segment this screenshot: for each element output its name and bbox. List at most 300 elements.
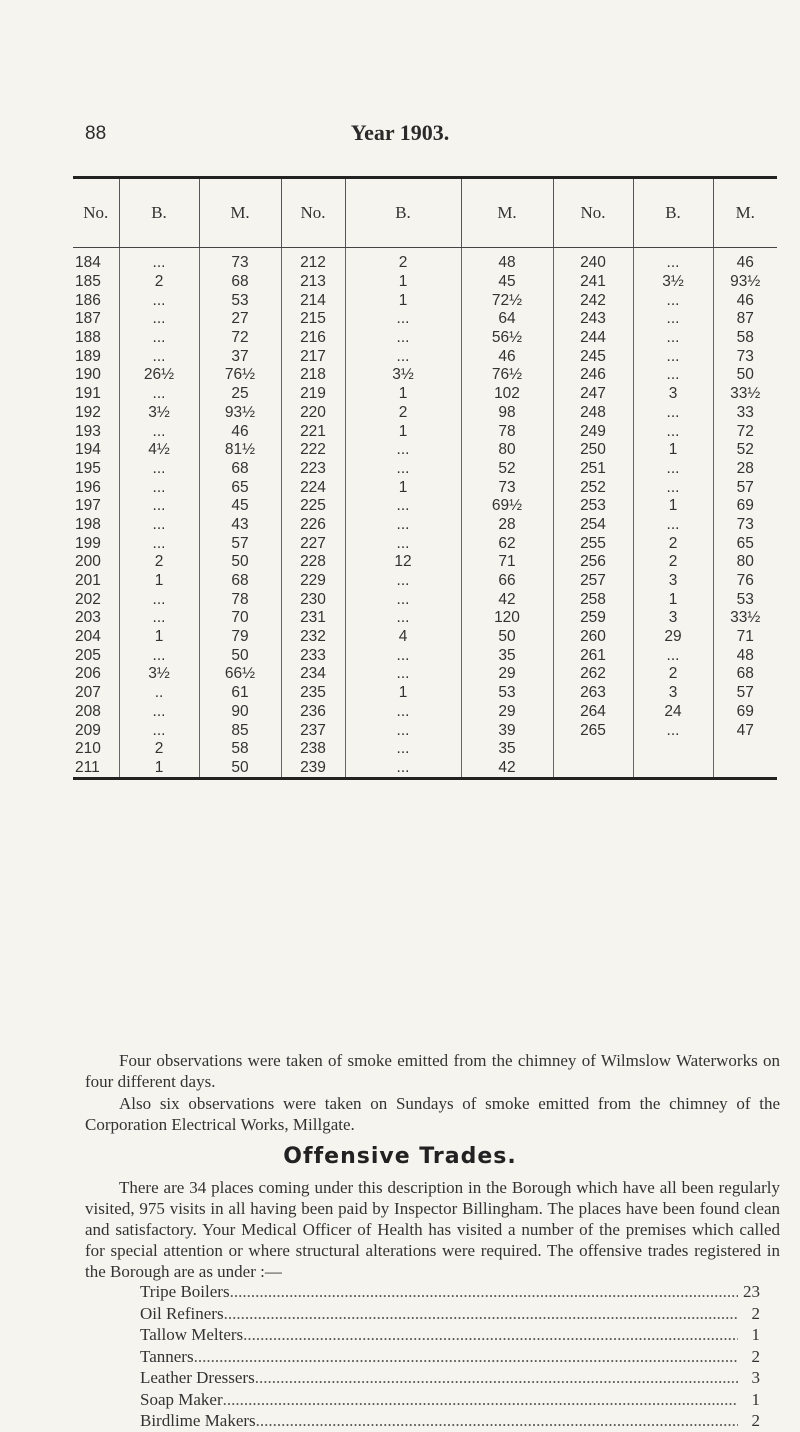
table-cell: 250	[553, 441, 633, 460]
table-row	[73, 460, 777, 479]
table-cell: ...	[119, 590, 199, 609]
table-cell: 69	[713, 497, 777, 516]
table-cell: 43	[199, 516, 281, 535]
table-cell: 259	[553, 609, 633, 628]
table-cell: ...	[119, 422, 199, 441]
table-cell: 234	[281, 665, 345, 684]
table-cell: 224	[281, 478, 345, 497]
table-cell: ...	[345, 572, 461, 591]
table-cell: 50	[199, 553, 281, 572]
dot-leader	[224, 1303, 738, 1325]
table-cell: 61	[199, 684, 281, 703]
table-cell: 239	[281, 759, 345, 779]
trade-name: Oil Refiners	[140, 1303, 224, 1323]
trade-name: Leather Dressers	[140, 1368, 255, 1387]
table-cell: 258	[553, 590, 633, 609]
table-cell: 98	[461, 404, 553, 423]
table-row	[73, 441, 777, 460]
table-cell: ...	[345, 310, 461, 329]
table-cell	[633, 740, 713, 759]
dot-leader	[194, 1346, 738, 1368]
trades-list	[140, 1281, 760, 1432]
table-cell: 261	[553, 646, 633, 665]
table-cell: 209	[75, 721, 101, 739]
table-row	[73, 516, 777, 535]
table-cell: 262	[553, 665, 633, 684]
column-header: B.	[119, 178, 199, 248]
table-cell: ...	[345, 646, 461, 665]
table-cell: ...	[119, 721, 199, 740]
table-cell: 200	[75, 553, 101, 571]
table-row	[73, 628, 777, 647]
table-cell: 201	[75, 572, 101, 590]
table-cell: ...	[345, 590, 461, 609]
table-cell: 212	[281, 248, 345, 273]
table-cell: ...	[345, 329, 461, 348]
table-body	[73, 248, 777, 779]
table-row	[73, 310, 777, 329]
table-cell: 1	[119, 759, 199, 779]
table-cell: ...	[119, 516, 199, 535]
table-cell: 2	[633, 553, 713, 572]
dot-leader	[243, 1324, 738, 1346]
table-cell: ...	[119, 385, 199, 404]
table-cell: 2	[119, 273, 199, 292]
table-cell: 102	[461, 385, 553, 404]
table-cell: 72½	[461, 291, 553, 310]
table-cell: 73	[713, 347, 777, 366]
column-header: M.	[713, 178, 777, 248]
table-cell: 46	[713, 291, 777, 310]
table-cell: 194	[75, 441, 101, 459]
table-row	[73, 740, 777, 759]
table-cell: 1	[633, 441, 713, 460]
table-cell: 191	[75, 385, 101, 403]
table-cell: 1	[345, 478, 461, 497]
trade-item	[140, 1389, 760, 1411]
table-cell: 50	[713, 366, 777, 385]
table-cell: 46	[199, 422, 281, 441]
table-cell: ...	[345, 534, 461, 553]
trade-item	[140, 1410, 760, 1432]
table-cell: 73	[199, 248, 281, 273]
table-cell: 241	[553, 273, 633, 292]
table-cell: 69½	[461, 497, 553, 516]
table-cell: ...	[119, 703, 199, 722]
table-cell: 247	[553, 385, 633, 404]
table-cell: 42	[461, 590, 553, 609]
table-cell: 233	[281, 646, 345, 665]
table-row	[73, 684, 777, 703]
table-cell: 87	[713, 310, 777, 329]
table-cell: 57	[199, 534, 281, 553]
table-cell: 240	[553, 248, 633, 273]
table-cell: 25	[199, 385, 281, 404]
trade-count: 1	[751, 1389, 760, 1409]
trade-item	[140, 1346, 760, 1368]
table-header-row	[73, 178, 777, 248]
table-cell: ...	[345, 759, 461, 779]
table-cell: 50	[199, 759, 281, 779]
table-cell: 192	[75, 403, 101, 421]
table-cell: ...	[119, 347, 199, 366]
table-cell: 80	[713, 553, 777, 572]
table-cell: 235	[281, 684, 345, 703]
table-cell: 2	[633, 665, 713, 684]
table-cell: 187	[75, 310, 101, 328]
table-cell: ...	[345, 497, 461, 516]
table-cell: 2	[119, 553, 199, 572]
table-cell: 205	[75, 646, 101, 664]
table-cell: 35	[461, 646, 553, 665]
column-header: M.	[199, 178, 281, 248]
table-cell: 93½	[713, 273, 777, 292]
table-cell: 53	[199, 291, 281, 310]
table-cell: 198	[75, 515, 101, 533]
table-cell: 79	[199, 628, 281, 647]
table-cell: 1	[345, 385, 461, 404]
table-cell: 2	[345, 404, 461, 423]
table-row	[73, 422, 777, 441]
table-cell: 3½	[119, 665, 199, 684]
table-cell: 225	[281, 497, 345, 516]
table-cell: 12	[345, 553, 461, 572]
page-number: 88	[85, 123, 107, 144]
table-cell: 70	[199, 609, 281, 628]
table-cell: 80	[461, 441, 553, 460]
dot-leader	[223, 1389, 738, 1411]
table-cell: 57	[713, 684, 777, 703]
table-cell: 78	[461, 422, 553, 441]
table-cell: 45	[461, 273, 553, 292]
table-cell	[713, 759, 777, 779]
table-cell: 210	[75, 740, 101, 758]
table-cell: 37	[199, 347, 281, 366]
column-header: No.	[553, 178, 633, 248]
table-cell: 69	[713, 703, 777, 722]
table-row	[73, 291, 777, 310]
table-cell: 39	[461, 721, 553, 740]
table-cell: 3½	[633, 273, 713, 292]
column-header: B.	[345, 178, 461, 248]
table-cell: 90	[199, 703, 281, 722]
table-cell	[553, 759, 633, 779]
table-cell: 1	[633, 590, 713, 609]
table-row	[73, 609, 777, 628]
table-cell: 222	[281, 441, 345, 460]
table-cell: 252	[553, 478, 633, 497]
table-cell: 58	[199, 740, 281, 759]
table-cell: 3	[633, 385, 713, 404]
table-cell: ...	[345, 665, 461, 684]
page-title: Year 1903.	[350, 120, 450, 145]
table-row	[73, 721, 777, 740]
table-row	[73, 329, 777, 348]
table-cell: 220	[281, 404, 345, 423]
trade-name: Tanners	[140, 1346, 194, 1366]
table-cell: ...	[633, 329, 713, 348]
table-cell: 248	[553, 404, 633, 423]
table-cell: 242	[553, 291, 633, 310]
table-row	[73, 385, 777, 404]
dot-leader	[255, 1367, 738, 1389]
table-cell: ...	[345, 721, 461, 740]
table-cell: 48	[713, 646, 777, 665]
table-cell: 1	[345, 422, 461, 441]
table-cell: 219	[281, 385, 345, 404]
table-cell: 56½	[461, 329, 553, 348]
table-cell: 1	[345, 273, 461, 292]
table-cell: 58	[713, 329, 777, 348]
table-cell: 228	[281, 553, 345, 572]
paragraph-millgate: Also six observations were taken on Sundays of smoke emitted from the chimney of the Corporation Electrical Works, Millgate.	[85, 1094, 780, 1134]
table-cell: 2	[633, 534, 713, 553]
trade-name: Soap Maker	[140, 1389, 223, 1409]
table-cell: 243	[553, 310, 633, 329]
table-cell: 72	[199, 329, 281, 348]
column-header: No.	[73, 178, 119, 248]
table-cell: 45	[199, 497, 281, 516]
table-cell: 3½	[119, 404, 199, 423]
table-cell: 204	[75, 628, 101, 646]
table-cell: ...	[119, 534, 199, 553]
table-cell: 4	[345, 628, 461, 647]
table-cell: 206	[75, 665, 101, 683]
table-cell: 203	[75, 609, 101, 627]
column-header: M.	[461, 178, 553, 248]
table-cell: 68	[199, 572, 281, 591]
table-cell: 76½	[461, 366, 553, 385]
table-cell: 202	[75, 590, 101, 608]
table-cell: ...	[345, 516, 461, 535]
table-cell: 254	[553, 516, 633, 535]
trade-item	[140, 1281, 760, 1303]
table-row	[73, 703, 777, 722]
section-heading: Offensive Trades.	[283, 1144, 517, 1169]
table-row	[73, 478, 777, 497]
table-cell: 231	[281, 609, 345, 628]
table-cell: 217	[281, 347, 345, 366]
table-cell: 52	[461, 460, 553, 479]
table-cell: ...	[119, 460, 199, 479]
table-cell: 188	[75, 329, 101, 347]
table-cell: 81½	[199, 441, 281, 460]
table-row	[73, 553, 777, 572]
table-cell: ...	[633, 366, 713, 385]
table-cell: 78	[199, 590, 281, 609]
trade-count: 3	[751, 1368, 760, 1387]
smoke-observations-table	[73, 176, 777, 780]
table-cell: 256	[553, 553, 633, 572]
table-cell: 185	[75, 273, 101, 291]
table-cell: 186	[75, 291, 101, 309]
table-cell: 73	[713, 516, 777, 535]
table-cell: 214	[281, 291, 345, 310]
table-cell: 3½	[345, 366, 461, 385]
table-cell: 218	[281, 366, 345, 385]
table-cell: 120	[461, 609, 553, 628]
table-cell: 65	[199, 478, 281, 497]
table-cell: 1	[345, 684, 461, 703]
table-cell: 216	[281, 329, 345, 348]
table-cell: 73	[461, 478, 553, 497]
table-row	[73, 347, 777, 366]
table-cell: 71	[713, 628, 777, 647]
table-cell: ...	[119, 609, 199, 628]
table-cell: ...	[633, 248, 713, 273]
trade-item	[140, 1324, 760, 1346]
table-cell: 1	[119, 572, 199, 591]
table-cell: 53	[461, 684, 553, 703]
table-cell: 24	[633, 703, 713, 722]
table-row	[73, 572, 777, 591]
table-cell: ...	[633, 422, 713, 441]
table-cell: ...	[119, 310, 199, 329]
table-cell: 57	[713, 478, 777, 497]
table-cell: ...	[633, 404, 713, 423]
table-cell: 236	[281, 703, 345, 722]
table-cell: 66½	[199, 665, 281, 684]
table-cell: 238	[281, 740, 345, 759]
trade-count: 2	[751, 1303, 760, 1323]
table-cell: 48	[461, 248, 553, 273]
table-cell: 33½	[713, 609, 777, 628]
table-cell: 244	[553, 329, 633, 348]
table-row	[73, 248, 777, 273]
table-cell: 4½	[119, 441, 199, 460]
table-cell: 264	[553, 703, 633, 722]
paragraph-offensive-trades: There are 34 places coming under this description in the Borough which have all been regularly visited, 975 visits in all having been paid by Inspector Billingham. The places have been found clean and satisfactory. Your Medical Officer of Health has visited a number of the premises which called for special attention or where structural alterations were required. The offensive trades registered in the Borough are as under :—	[85, 1178, 780, 1281]
table-cell: 246	[553, 366, 633, 385]
table-cell: 53	[713, 590, 777, 609]
table-cell: 62	[461, 534, 553, 553]
table-cell: 197	[75, 497, 101, 515]
table-cell: ...	[345, 609, 461, 628]
paragraph-wilmslow: Four observations were taken of smoke emitted from the chimney of Wilmslow Waterworks on four different days.	[85, 1051, 780, 1091]
table-cell: ...	[119, 329, 199, 348]
trade-count: 2	[751, 1411, 760, 1430]
table-cell: 42	[461, 759, 553, 779]
table-cell: 64	[461, 310, 553, 329]
table-cell: 2	[119, 740, 199, 759]
table-cell: ...	[345, 347, 461, 366]
table-cell: 66	[461, 572, 553, 591]
table-cell: 227	[281, 534, 345, 553]
table-cell: 65	[713, 534, 777, 553]
table-row	[73, 759, 777, 779]
table-cell: 68	[199, 460, 281, 479]
table-cell: 3	[633, 572, 713, 591]
table-row	[73, 665, 777, 684]
table-cell: 3	[633, 609, 713, 628]
table-cell: ...	[119, 248, 199, 273]
table-cell: ...	[633, 347, 713, 366]
table-cell: 237	[281, 721, 345, 740]
table-cell: 223	[281, 460, 345, 479]
table-cell: 29	[461, 703, 553, 722]
trade-count: 23	[743, 1282, 760, 1301]
table-cell: 208	[75, 702, 101, 720]
table-cell: 199	[75, 534, 101, 552]
trade-item	[140, 1303, 760, 1325]
table-cell: 196	[75, 478, 101, 496]
table-row	[73, 404, 777, 423]
table-cell: ...	[633, 291, 713, 310]
table-row	[73, 590, 777, 609]
table-cell: ...	[345, 703, 461, 722]
table-cell: ...	[633, 516, 713, 535]
trade-item	[140, 1367, 760, 1389]
table-cell: ...	[119, 291, 199, 310]
table-cell: 255	[553, 534, 633, 553]
table-cell: ...	[633, 478, 713, 497]
table-row	[73, 534, 777, 553]
table-cell: ...	[633, 460, 713, 479]
trade-name: Tripe Boilers	[140, 1282, 230, 1301]
table-cell: ..	[119, 684, 199, 703]
table-row	[73, 646, 777, 665]
table-cell: 68	[199, 273, 281, 292]
table-cell: 2	[345, 248, 461, 273]
table-cell: 184	[75, 254, 101, 272]
table-cell: 50	[461, 628, 553, 647]
table-cell: 265	[553, 721, 633, 740]
table-cell	[713, 740, 777, 759]
table-cell: 28	[713, 460, 777, 479]
table-cell: 27	[199, 310, 281, 329]
table-cell: 251	[553, 460, 633, 479]
table-cell: 29	[461, 665, 553, 684]
table-cell: 230	[281, 590, 345, 609]
dot-leader	[230, 1281, 738, 1303]
table-cell: 47	[713, 721, 777, 740]
table-row	[73, 366, 777, 385]
table-cell: 215	[281, 310, 345, 329]
table-cell: 257	[553, 572, 633, 591]
table-cell: 211	[73, 759, 119, 779]
table-cell: 52	[713, 441, 777, 460]
table-cell: 29	[633, 628, 713, 647]
table-cell: 26½	[119, 366, 199, 385]
table-cell: 1	[119, 628, 199, 647]
table-cell: 226	[281, 516, 345, 535]
table-cell: ...	[345, 460, 461, 479]
table-cell: 232	[281, 628, 345, 647]
table-cell: 46	[713, 248, 777, 273]
table-cell: 190	[75, 366, 101, 384]
table-cell: 193	[75, 422, 101, 440]
table-cell: ...	[119, 646, 199, 665]
table-cell: 35	[461, 740, 553, 759]
table-cell: 33	[713, 404, 777, 423]
table-cell: 229	[281, 572, 345, 591]
column-header: B.	[633, 178, 713, 248]
table-cell: 71	[461, 553, 553, 572]
table-cell: 68	[713, 665, 777, 684]
table-cell: 76½	[199, 366, 281, 385]
trade-name: Tallow Melters	[140, 1325, 244, 1344]
table-row	[73, 497, 777, 516]
table-cell: ...	[633, 310, 713, 329]
table-row	[73, 273, 777, 292]
table-cell: ...	[119, 497, 199, 516]
trade-count: 1	[751, 1325, 760, 1344]
table-cell: 260	[553, 628, 633, 647]
trade-name: Birdlime Makers	[140, 1411, 256, 1430]
table-cell	[633, 759, 713, 779]
table-cell: 85	[199, 721, 281, 740]
table-cell: 46	[461, 347, 553, 366]
